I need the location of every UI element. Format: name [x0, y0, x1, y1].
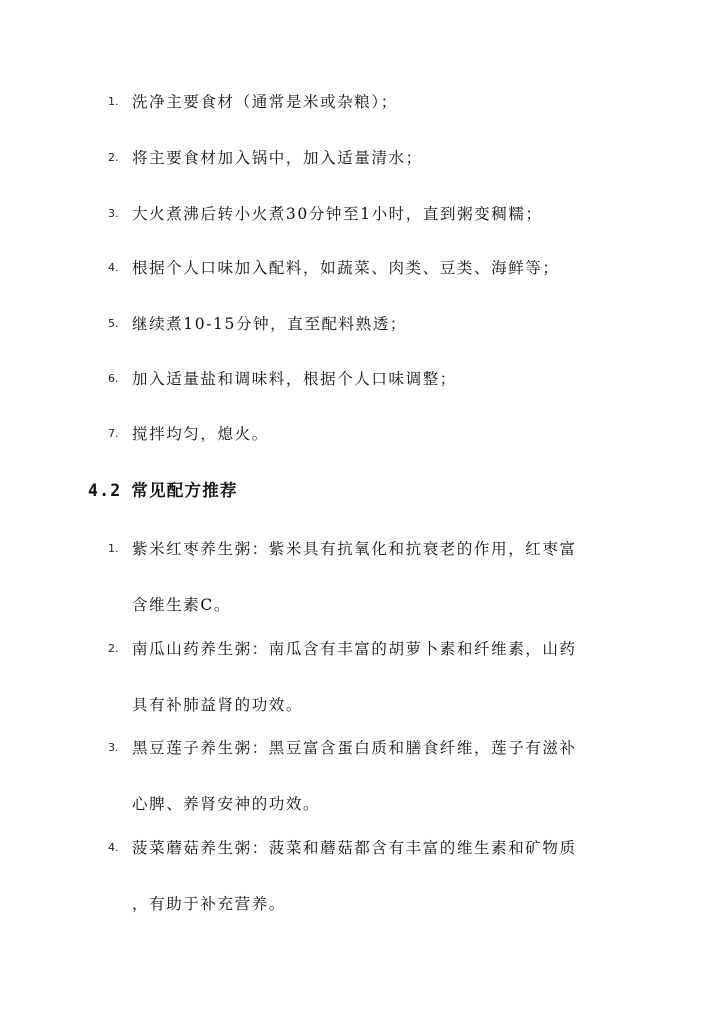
list-text — [132, 424, 622, 444]
list-number: 1. — [108, 95, 119, 108]
list-number: 6. — [108, 372, 119, 385]
text-line: 加入适量盐和调味料，根据个人口味调整； — [132, 370, 457, 388]
list-text — [132, 314, 622, 334]
list-number: 4. — [108, 841, 119, 854]
list-number: 7. — [108, 427, 119, 440]
list-text — [132, 738, 622, 814]
list-text — [132, 204, 622, 224]
text-line: 大火煮沸后转小火煮30分钟至1小时，直到粥变稠糯； — [132, 205, 543, 223]
text-line: 心脾、养肾安神的功效。 — [132, 795, 321, 813]
text-line: 黑豆莲子养生粥：黑豆富含蛋白质和膳食纤维，莲子有滋补 — [132, 739, 577, 757]
list-text — [132, 148, 622, 168]
text-line: 南瓜山药养生粥：南瓜含有丰富的胡萝卜素和纤维素，山药 — [132, 640, 577, 658]
list-text — [132, 92, 622, 112]
list-number: 3. — [108, 207, 119, 220]
list-number: 2. — [108, 151, 119, 164]
list-number: 5. — [108, 317, 119, 330]
section-number: 4.2 — [88, 481, 122, 500]
text-line: 继续煮10-15分钟，直至配料熟透； — [132, 315, 407, 333]
list-number: 3. — [108, 741, 119, 754]
section-title: 常见配方推荐 — [131, 481, 238, 500]
list-text — [132, 639, 622, 715]
list-text — [132, 539, 622, 615]
text-line: 紫米红枣养生粥：紫米具有抗氧化和抗衰老的作用，红枣富 — [132, 540, 577, 558]
text-line: 含维生素C。 — [132, 596, 231, 614]
text-line: 搅拌均匀，熄火。 — [132, 425, 269, 443]
text-line: ，有助于补充营养。 — [132, 895, 286, 913]
list-text — [132, 258, 622, 278]
text-line: 将主要食材加入锅中，加入适量清水； — [132, 149, 423, 167]
list-text — [132, 838, 622, 914]
text-line: 洗净主要食材（通常是米或杂粮）； — [132, 93, 398, 111]
text-line: 菠菜蘑菇养生粥：菠菜和蘑菇都含有丰富的维生素和矿物质 — [132, 839, 577, 857]
list-number: 2. — [108, 642, 119, 655]
text-line: 具有补肺益肾的功效。 — [132, 696, 304, 714]
list-text — [132, 369, 622, 389]
section-heading — [88, 480, 238, 502]
list-number: 1. — [108, 542, 119, 555]
text-line: 根据个人口味加入配料，如蔬菜、肉类、豆类、海鲜等； — [132, 259, 560, 277]
list-number: 4. — [108, 261, 119, 274]
